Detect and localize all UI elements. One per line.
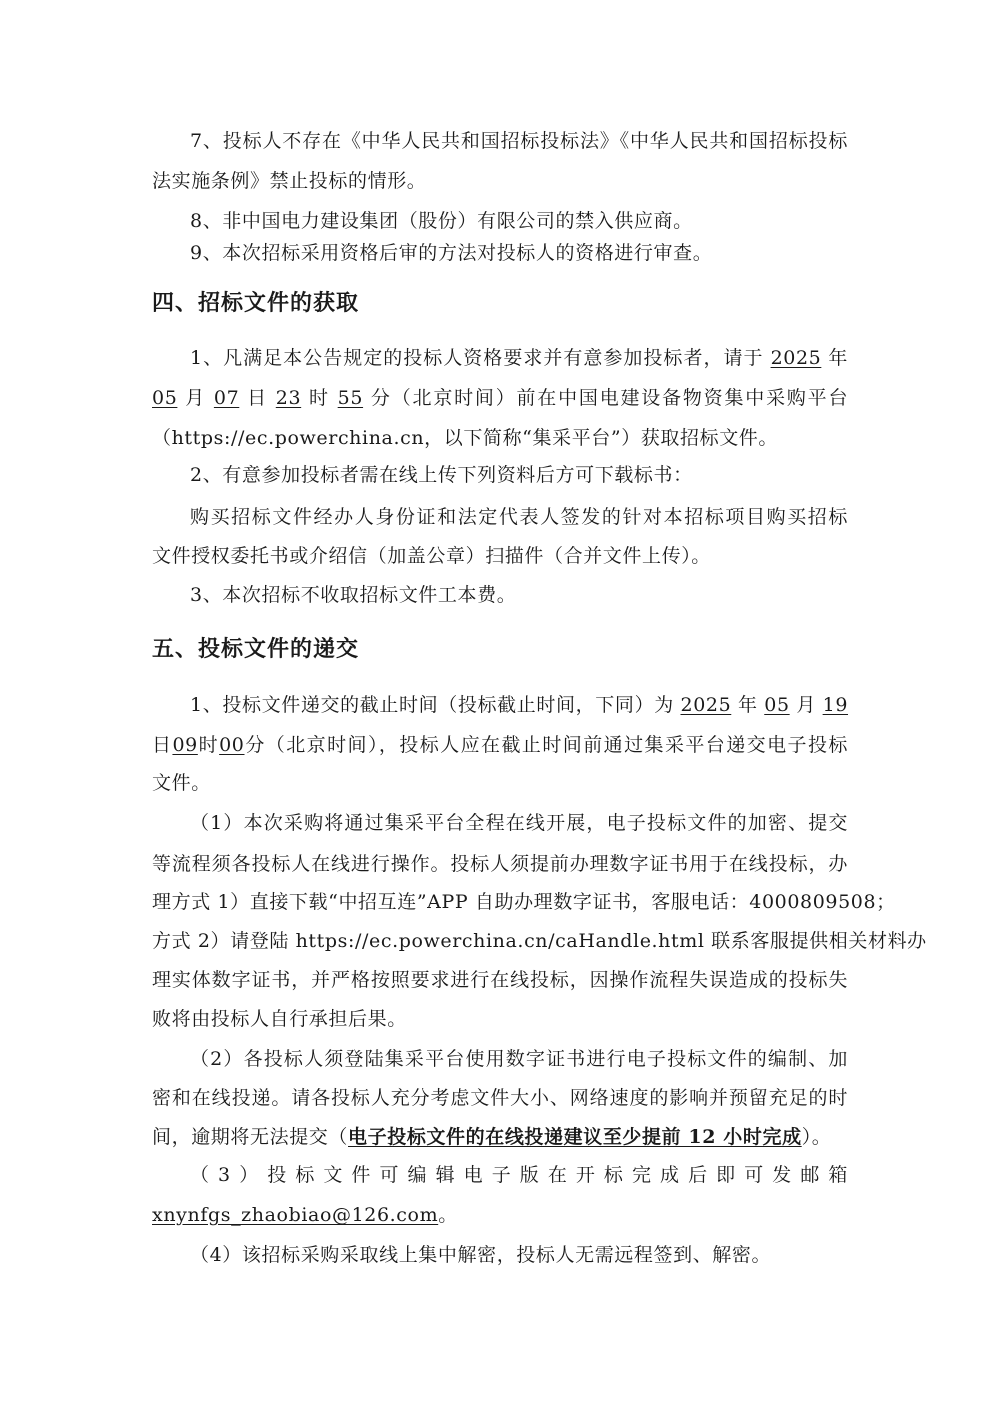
sec5-p2-line3: 间，逾期将无法提交（电子投标文件的在线投递建议至少提前 12 小时完成）。 bbox=[152, 1126, 832, 1148]
sec4-item1-line2: 05 月 07 日 23 时 55 分（北京时间）前在中国电建设备物资集中采购平台 bbox=[152, 387, 849, 409]
sec5-hour: 09 bbox=[172, 734, 198, 756]
sec5-item1-line2: 日09时00分（北京时间），投标人应在截止时间前通过集采平台递交电子投标 bbox=[152, 734, 849, 756]
sec5-item1-line1: 1、投标文件递交的截止时间（投标截止时间，下同）为 2025 年 05 月 19 bbox=[190, 694, 849, 716]
sec5-year: 2025 bbox=[680, 694, 732, 716]
email-link[interactable]: xnynfgs_zhaobiao@126.com bbox=[152, 1204, 439, 1226]
sec4-item1-line1: 1、凡满足本公告规定的投标人资格要求并有意参加投标者，请于 2025 年 bbox=[190, 347, 849, 369]
sec4-year: 2025 bbox=[770, 347, 822, 369]
sec5-p1-line4: 方式 2）请登陆 https://ec.powerchina.cn/caHandle.html 联系客服提供相关材料办 bbox=[152, 930, 927, 952]
sec4-day: 07 bbox=[213, 387, 240, 409]
sec5-p2-line2: 密和在线投递。请各投标人充分考虑文件大小、网络速度的影响并预留充足的时 bbox=[152, 1087, 848, 1109]
sec5-p1-line5: 理实体数字证书，并严格按照要求进行在线投标，因操作流程失误造成的投标失 bbox=[152, 969, 848, 991]
sec5-item1-line3: 文件。 bbox=[152, 772, 211, 794]
sec3-item7-line1: 7、投标人不存在《中华人民共和国招标投标法》《中华人民共和国招标投标 bbox=[190, 130, 848, 152]
sec4-item2-line1: 2、有意参加投标者需在线上传下列资料后方可下载标书： bbox=[190, 464, 693, 486]
sec5-heading: 五、投标文件的递交 bbox=[152, 637, 360, 662]
sec4-heading: 四、招标文件的获取 bbox=[152, 291, 360, 316]
sec3-item8: 8、非中国电力建设集团（股份）有限公司的禁入供应商。 bbox=[190, 210, 693, 232]
sec3-item9: 9、本次招标采用资格后审的方法对投标人的资格进行审查。 bbox=[190, 242, 713, 264]
sec5-p2-line1: （2）各投标人须登陆集采平台使用数字证书进行电子投标文件的编制、加 bbox=[190, 1048, 848, 1070]
sec5-p1-line3: 理方式 1）直接下载“中招互连”APP 自助办理数字证书，客服电话：4000809508； bbox=[152, 891, 896, 913]
sec4-minute: 55 bbox=[337, 387, 364, 409]
sec5-p2-emphasis: 电子投标文件的在线投递建议至少提前 12 小时完成 bbox=[348, 1126, 802, 1148]
sec5-p3-line2: xnynfgs_zhaobiao@126.com。 bbox=[152, 1204, 458, 1226]
sec4-item1-line3: （https://ec.powerchina.cn，以下简称“集采平台”）获取招标文件。 bbox=[152, 427, 779, 449]
sec3-item7-line2: 法实施条例》禁止投标的情形。 bbox=[152, 170, 427, 192]
sec4-item2-line3: 文件授权委托书或介绍信（加盖公章）扫描件（合并文件上传）。 bbox=[152, 545, 711, 567]
sec5-day: 19 bbox=[822, 694, 849, 716]
sec5-p1-line6: 败将由投标人自行承担后果。 bbox=[152, 1008, 407, 1030]
sec5-p1-line2: 等流程须各投标人在线进行操作。投标人须提前办理数字证书用于在线投标，办 bbox=[152, 853, 848, 875]
sec5-month: 05 bbox=[764, 694, 790, 716]
sec4-item3: 3、本次招标不收取招标文件工本费。 bbox=[190, 584, 517, 606]
sec4-hour: 23 bbox=[275, 387, 302, 409]
sec4-item2-line2: 购买招标文件经办人身份证和法定代表人签发的针对本招标项目购买招标 bbox=[190, 506, 848, 528]
sec4-month: 05 bbox=[152, 387, 178, 409]
sec5-p4: （4）该招标采购采取线上集中解密，投标人无需远程签到、解密。 bbox=[190, 1244, 772, 1266]
sec5-p1-line1: （1）本次采购将通过集采平台全程在线开展，电子投标文件的加密、提交 bbox=[190, 812, 848, 834]
sec5-minute: 00 bbox=[219, 734, 245, 756]
sec5-p3-line1: （3）投标文件可编辑电子版在开标完成后即可发邮箱 bbox=[190, 1164, 848, 1186]
